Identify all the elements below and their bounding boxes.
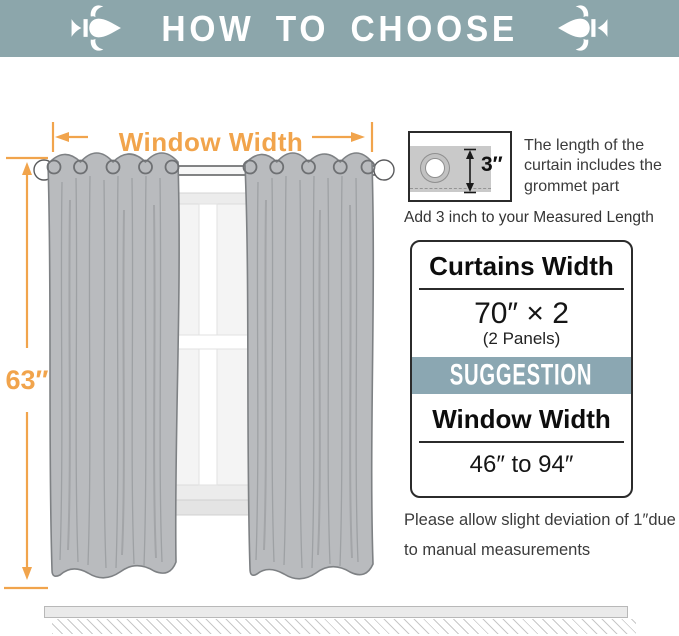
add-inch-note: Add 3 inch to your Measured Length	[404, 209, 654, 226]
panels-note: (2 Panels)	[482, 329, 561, 348]
fleur-de-lis-icon-left	[49, 2, 143, 54]
grommet-measure-label: 3″	[481, 153, 503, 176]
page-title: HOW TO CHOOSE	[161, 7, 518, 49]
grommet-diagram	[408, 131, 512, 202]
curtain-panel-left	[48, 153, 180, 578]
grommet-fabric-strip	[410, 146, 491, 192]
fleur-de-lis-icon-right	[536, 2, 630, 54]
window-width-value: 46″ to 94″	[469, 451, 574, 478]
window-width-measure-label: Window Width	[118, 126, 304, 157]
divider-top	[419, 288, 624, 290]
suggestion-label: SUGGESTION	[450, 358, 593, 392]
grommet-measure-arrow	[462, 148, 478, 194]
window-width-heading: Window Width	[432, 404, 611, 434]
grommet-stitch-line	[410, 188, 491, 189]
curtain-window-illustration	[0, 110, 400, 610]
floor-bar	[44, 606, 628, 618]
curtains-width-value: 70″ × 2	[474, 297, 569, 330]
disclaimer-text: Please allow slight deviation of 1″due to manual measurements	[404, 511, 676, 559]
rod-finial-right	[374, 160, 394, 180]
size-guide-box	[410, 240, 633, 498]
curtain-panel-right	[244, 153, 375, 579]
grommet-description: The length of the curtain includes the grommet part	[524, 137, 662, 195]
curtain-length-label: 63″	[5, 365, 49, 396]
header-banner	[0, 0, 679, 57]
suggestion-band	[412, 357, 631, 394]
grommet-ring-icon	[425, 158, 445, 178]
floor-hatch	[52, 619, 636, 634]
curtains-width-heading: Curtains Width	[429, 251, 614, 281]
divider-bottom	[419, 441, 624, 443]
